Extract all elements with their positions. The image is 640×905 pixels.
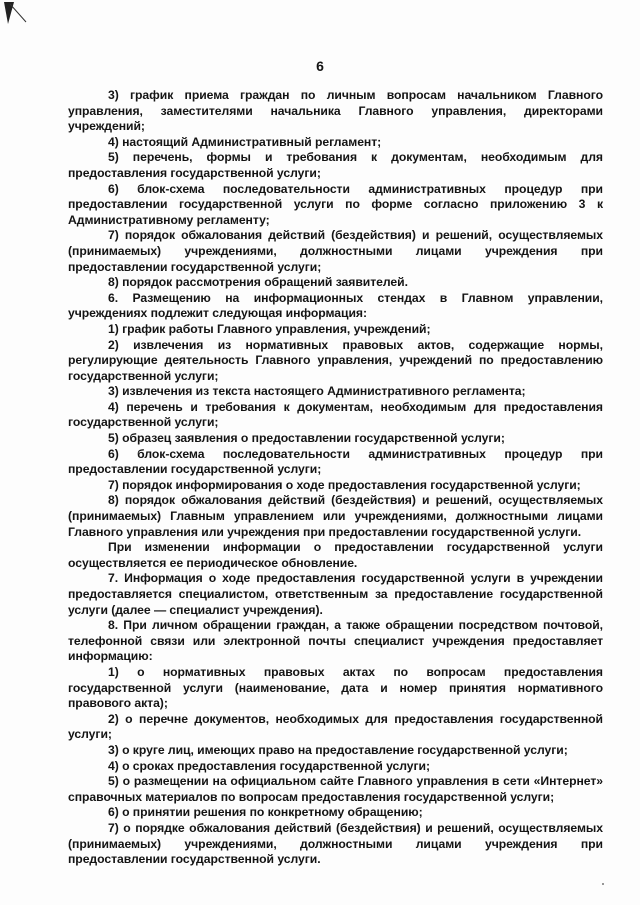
paragraph: 3) извлечения из текста настоящего Административного регламента; <box>108 384 526 399</box>
paragraph: 6) о принятии решения по конкретному обращению; <box>108 805 423 820</box>
scan-corner-mark <box>4 2 34 26</box>
document-body <box>68 88 603 868</box>
paragraph: 4) настоящий Административный регламент; <box>108 134 382 149</box>
paragraph: 2) о перечне документов, необходимых для предоставления государственной услуги; <box>68 711 603 742</box>
paragraph: 7) порядок информирования о ходе предоставления государственной услуги; <box>108 477 581 492</box>
paragraph: 8) порядок рассмотрения обращений заявителей. <box>108 275 408 290</box>
paragraph: 5) перечень, формы и требования к документам, необходимым для предоставления государственной услуги; <box>68 150 603 180</box>
paragraph: 5) о размещении на официальном сайте Главного управления в сети «Интернет» справочных материалов по вопросам предоставления государственной услуги; <box>68 774 603 804</box>
paragraph: 7. Информация о ходе предоставления государственной услуги в учреждении предоставляется специалистом, ответственным за предоставление государственной услуги (далее — специалист учреждения). <box>68 571 603 617</box>
paragraph: 6) блок-схема последовательности административных процедур при предоставлении государственной услуги; <box>68 446 603 477</box>
paragraph: При изменении информации о предоставлении государственной услуги осуществляется ее периодическое обновление. <box>68 540 603 570</box>
paragraph: 8. При личном обращении граждан, а также обращении посредством почтовой, телефонной связи или электронной почты специалист учреждения предоставляет информацию: <box>68 618 603 664</box>
paragraph: 1) график работы Главного управления, учреждений; <box>108 321 431 336</box>
paragraph: 3) график приема граждан по личным вопросам начальником Главного управления, заместителями начальника Главного управления, директорами учреждений; <box>68 88 603 134</box>
paragraph: 3) о круге лиц, имеющих право на предоставление государственной услуги; <box>108 742 568 757</box>
page-number: 6 <box>316 58 324 74</box>
paragraph: 4) о сроках предоставления государственной услуги; <box>108 758 430 773</box>
paragraph: 5) образец заявления о предоставлении государственной услуги; <box>108 431 505 446</box>
scan-artifact <box>602 883 604 885</box>
paragraph: 4) перечень и требования к документам, необходимым для предоставления государственной услуги; <box>68 399 603 430</box>
paragraph: 8) порядок обжалования действий (бездействия) и решений, осуществляемых (принимаемых) Главным управлением или учреждениями, должностными лицами Главного управления или учреждения при предоставлении государственной услуги. <box>68 493 603 539</box>
paragraph: 2) извлечения из нормативных правовых актов, содержащие нормы, регулирующие деятельность Главного управления, учреждений по предоставлению государственной услуги; <box>68 337 603 383</box>
paragraph: 6. Размещению на информационных стендах в Главном управлении, учреждениях подлежит следующая информация: <box>68 290 603 321</box>
paragraph: 7) о порядке обжалования действий (бездействия) и решений, осуществляемых (принимаемых) учреждениями, должностными лицами учреждения при предоставлении государственной услуги. <box>68 820 603 867</box>
paragraph: 1) о нормативных правовых актах по вопросам предоставления государственной услуги (наименование, дата и номер принятия нормативного правового акта); <box>68 664 603 711</box>
paragraph: 6) блок-схема последовательности административных процедур при предоставлении государственной услуги по форме согласно приложению 3 к Административному регламенту; <box>68 181 603 227</box>
paragraph: 7) порядок обжалования действий (бездействия) и решений, осуществляемых (принимаемых) учреждениями, должностными лицами учреждения при предоставлении государственной услуги; <box>68 228 603 274</box>
